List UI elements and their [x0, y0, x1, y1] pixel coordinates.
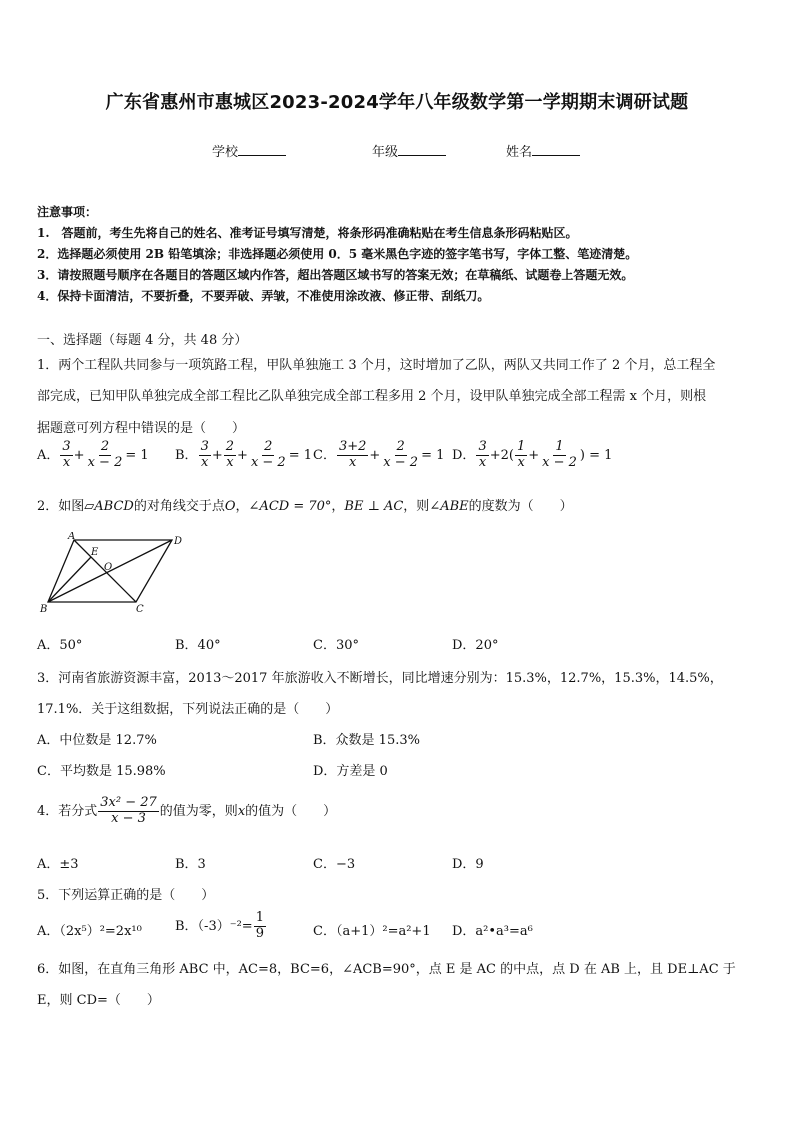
label-d: D	[174, 536, 183, 547]
q2-option-d[interactable]: D．20°	[452, 638, 499, 653]
q1-line3: 据题意可列方程中错误的是（ ）	[37, 421, 246, 436]
note-item: 1. 答题前，考生先将自己的姓名、准考证号填写清楚，将条形码准确粘贴在考生信息条形码粘贴区。	[37, 226, 578, 240]
segment-be	[48, 557, 91, 602]
note-item: 4．保持卡面清洁，不要折叠，不要弄破、弄皱，不准使用涂改液、修正带、刮纸刀。	[37, 289, 490, 303]
q4-option-d[interactable]: D．9	[452, 857, 484, 872]
q1-line2: 部完成，已知甲队单独完成全部工程比乙队单独完成全部工程多用 2 个月，设甲队单独完成全部工程需 x 个月，则根	[37, 389, 707, 404]
parallelogram-figure	[36, 532, 186, 614]
label-o: O	[104, 562, 113, 573]
q5-option-a[interactable]: A．（2x⁵）²=2x¹⁰	[37, 924, 142, 939]
q3-option-a[interactable]: A．中位数是 12.7%	[37, 733, 157, 748]
q2-option-a[interactable]: A．50°	[37, 638, 83, 653]
q3-option-d[interactable]: D．方差是 0	[313, 764, 388, 779]
q5-option-b[interactable]: B．（-3）⁻²= $\frac{1}{9}$	[175, 910, 264, 941]
q1-option-b[interactable]: B． $\frac{3}{x}$ + $\frac{2}{x}$ + $\frac{2}{x - 2}$ = 1	[175, 439, 312, 470]
section-heading: 一、选择题（每题 4 分，共 48 分）	[37, 333, 248, 348]
school-field[interactable]	[212, 141, 286, 160]
q1-line1: 1．两个工程队共同参与一项筑路工程，甲队单独施工 3 个月，这时增加了乙队，两队又共同工作了 2 个月，总工程全	[37, 358, 716, 373]
q4-option-b[interactable]: B．3	[175, 857, 206, 872]
note-item: 3．请按照题号顺序在各题目的答题区域内作答，超出答题区域书写的答案无效；在草稿纸、试题卷上答题无效。	[37, 268, 634, 282]
q4-stem: 4．若分式 $\frac{\text{3x² − 27}}{x - 3}$ 的值为零，则x的值为（ ）	[37, 795, 337, 826]
grade-label: 年级	[372, 145, 399, 160]
q3-option-c[interactable]: C．平均数是 15.98%	[37, 764, 166, 779]
q5-stem: 5．下列运算正确的是（ ）	[37, 888, 215, 903]
q2-stem: 2．如图▱ABCD的对角线交于点O，∠ACD = 70°，BE ⊥ AC，则∠ABE的度数为（ ）	[37, 499, 573, 514]
q3-line2: 17.1%．关于这组数据，下列说法正确的是（ ）	[37, 702, 339, 717]
label-a: A	[68, 532, 76, 542]
label-e: E	[91, 547, 99, 558]
grade-field[interactable]	[372, 141, 446, 160]
q2-option-c[interactable]: C．30°	[313, 638, 359, 653]
q3-option-b[interactable]: B．众数是 15.3%	[313, 733, 420, 748]
q4-option-c[interactable]: C．−3	[313, 857, 356, 872]
q6-line1: 6．如图，在直角三角形 ABC 中，AC=8，BC=6，∠ACB=90°，点 E 是 AC 的中点，点 D 在 AB 上，且 DE⊥AC 于	[37, 962, 736, 977]
q4-option-a[interactable]: A．±3	[37, 857, 79, 872]
notes-heading: 注意事项：	[37, 205, 98, 219]
label-b: B	[40, 604, 48, 614]
q1-option-d[interactable]: D． $\frac{3}{x}$ +2( $\frac{1}{x}$ + $\frac{1}{x - 2}$ ) = 1	[452, 439, 613, 470]
q1-option-a[interactable]: A． $\frac{3}{x}$ + $\frac{2}{x - 2}$ = 1	[37, 439, 149, 470]
q6-line2: E，则 CD=（ ）	[37, 993, 160, 1008]
q5-option-d[interactable]: D．a²•a³=a⁶	[452, 924, 533, 939]
name-field[interactable]	[506, 141, 580, 160]
note-item: 2．选择题必须使用 2B 铅笔填涂；非选择题必须使用 0．5 毫米黑色字迹的签字笔书写，字体工整、笔迹清楚。	[37, 247, 638, 261]
q5-option-c[interactable]: C．（a+1）²=a²+1	[313, 924, 431, 939]
label-c: C	[136, 604, 144, 614]
page-title: 广东省惠州市惠城区2023-2024学年八年级数学第一学期期末调研试题	[105, 92, 689, 113]
q2-option-b[interactable]: B．40°	[175, 638, 221, 653]
q3-line1: 3．河南省旅游资源丰富，2013～2017 年旅游收入不断增长，同比增速分别为：15.3%，12.7%，15.3%，14.5%，	[37, 671, 723, 686]
name-label: 姓名	[506, 145, 533, 160]
q1-option-c[interactable]: C． $\frac{3+2}{x}$ + $\frac{2}{x - 2}$ = 1	[313, 439, 445, 470]
school-label: 学校	[212, 145, 239, 160]
